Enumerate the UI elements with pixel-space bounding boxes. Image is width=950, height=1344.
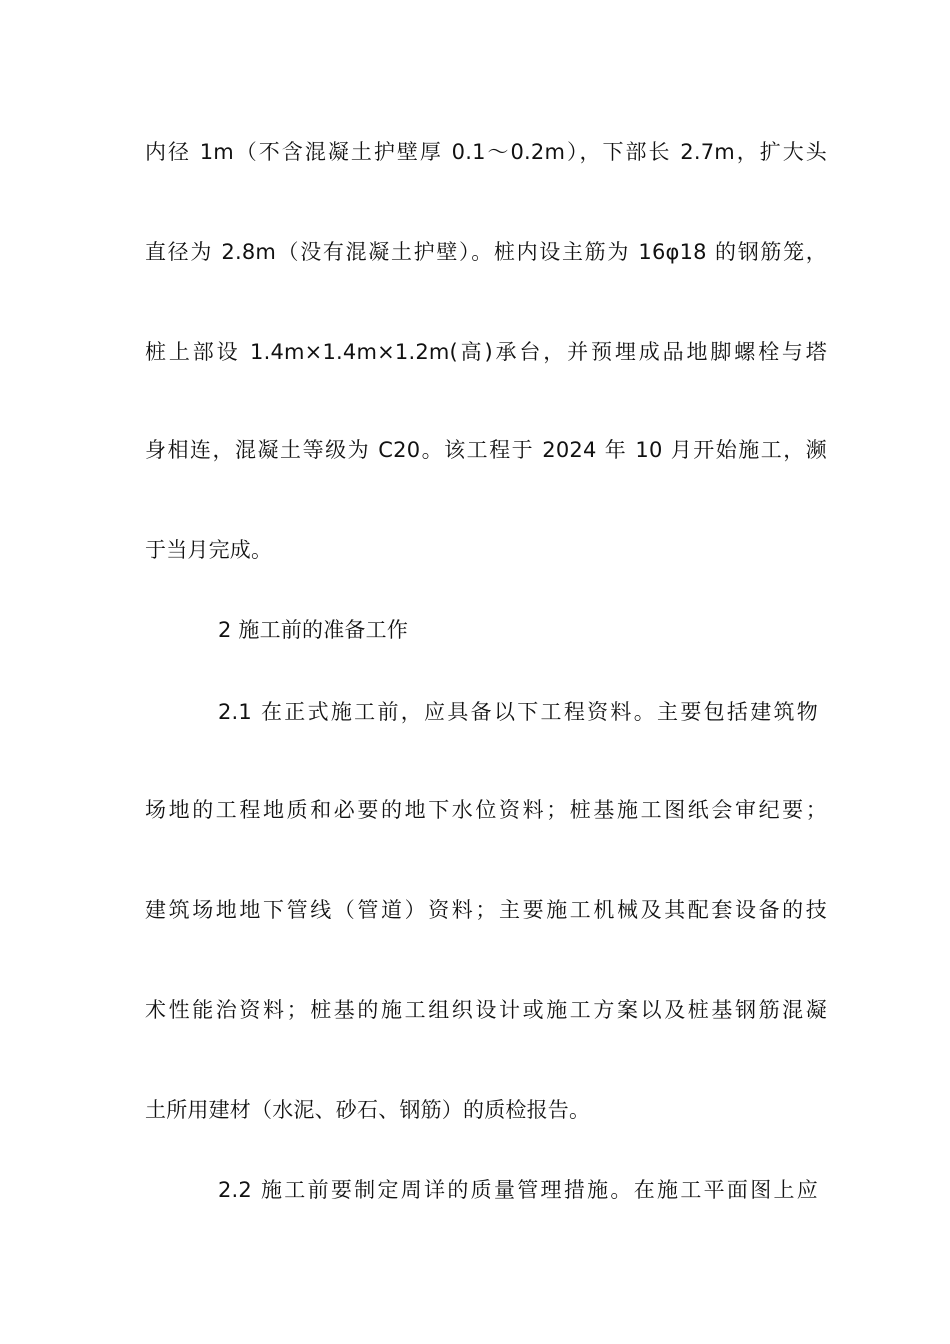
paragraph-line-4: 身相连，混凝土等级为 C20。该工程于 2024 年 10 月开始施工，濒 <box>145 438 827 462</box>
paragraph-line-7: 2.1 在正式施工前，应具备以下工程资料。主要包括建筑物 <box>218 700 818 724</box>
paragraph-line-2: 直径为 2.8m（没有混凝土护壁）。桩内设主筋为 16φ18 的钢筋笼， <box>145 240 827 264</box>
paragraph-line-12: 2.2 施工前要制定周详的质量管理措施。在施工平面图上应 <box>218 1178 818 1202</box>
section-heading: 2 施工前的准备工作 <box>218 618 409 642</box>
paragraph-line-1: 内径 1m（不含混凝土护壁厚 0.1～0.2m），下部长 2.7m，扩大头 <box>145 140 827 164</box>
paragraph-line-9: 建筑场地地下管线（管道）资料；主要施工机械及其配套设备的技 <box>145 898 827 922</box>
paragraph-line-5: 于当月完成。 <box>145 538 273 562</box>
paragraph-line-10: 术性能治资料；桩基的施工组织设计或施工方案以及桩基钢筋混凝 <box>145 998 827 1022</box>
paragraph-line-3: 桩上部设 1.4m×1.4m×1.2m(高)承台，并预埋成品地脚螺栓与塔 <box>145 340 827 364</box>
paragraph-line-8: 场地的工程地质和必要的地下水位资料；桩基施工图纸会审纪要； <box>145 798 827 822</box>
paragraph-line-11: 土所用建材（水泥、砂石、钢筋）的质检报告。 <box>145 1098 591 1122</box>
